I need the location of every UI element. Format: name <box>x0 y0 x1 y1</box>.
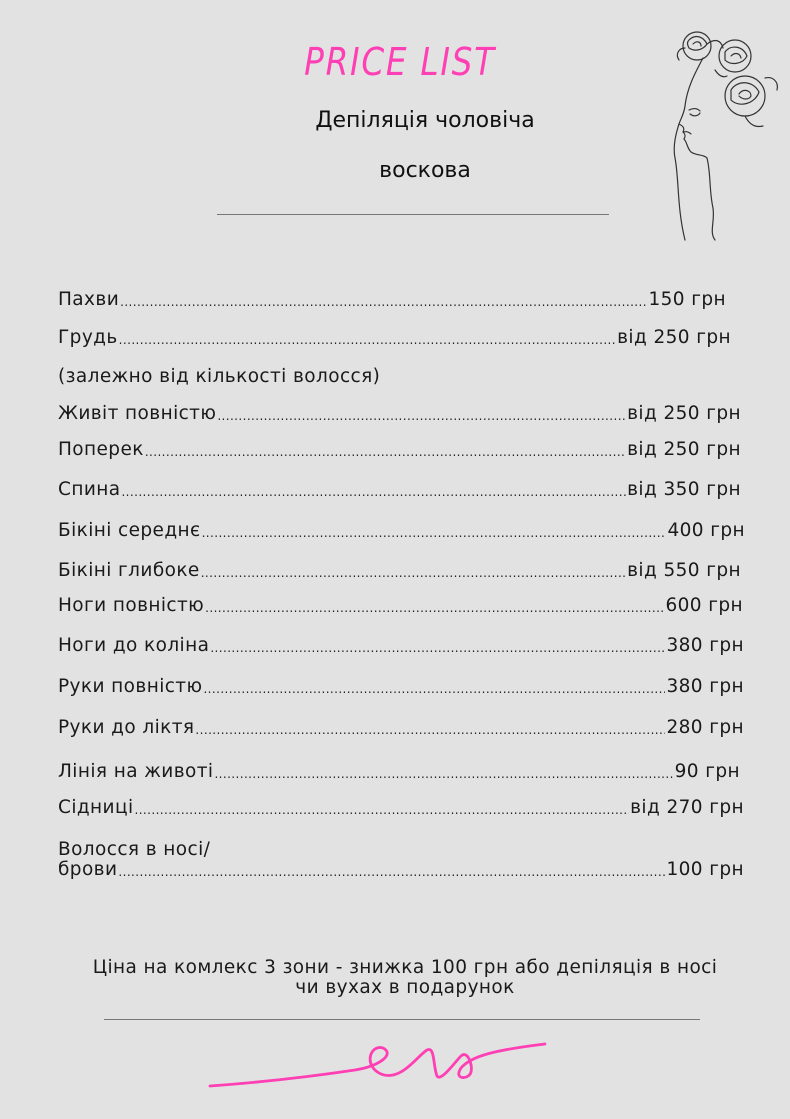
page-title: PRICE LIST <box>304 40 496 84</box>
price-row-arms-elbow <box>58 716 744 740</box>
service-price: 150 грн <box>648 289 726 310</box>
header-divider <box>217 214 609 215</box>
price-row-bikini-medium <box>58 519 745 543</box>
service-name: Пахви <box>58 289 120 310</box>
price-row-armpits <box>58 288 726 312</box>
service-name: Спина <box>58 479 121 500</box>
dot-leader <box>203 679 665 699</box>
service-name: Поперек <box>58 439 144 460</box>
service-name: Ноги до коліна <box>58 635 210 656</box>
service-price: від 550 грн <box>627 560 741 581</box>
service-price: 90 грн <box>674 761 740 782</box>
service-name: Руки до ліктя <box>58 717 195 738</box>
price-row-buttocks <box>58 796 744 820</box>
service-name: Живіт повністю <box>58 403 217 424</box>
dot-leader <box>119 330 616 350</box>
service-name: Бікіні середнє <box>58 520 201 541</box>
service-name: Сідниці <box>58 797 134 818</box>
dot-leader <box>217 406 626 426</box>
service-price: 280 грн <box>666 717 744 738</box>
service-name: Лінія на животі <box>58 761 214 782</box>
dot-leader <box>195 720 665 740</box>
price-row-legs-full <box>58 594 743 618</box>
dot-leader <box>201 563 626 583</box>
service-price: від 250 грн <box>627 439 741 460</box>
pink-swirl-icon <box>205 1036 565 1096</box>
service-price: від 350 грн <box>627 479 741 500</box>
page-subtitle-line2: воскова <box>379 158 471 183</box>
price-note: (залежно від кількості волосся) <box>58 366 381 387</box>
promo-line2: чи вухах в подарунок <box>295 977 515 998</box>
price-row-belly-full <box>58 402 741 426</box>
dot-leader <box>118 862 665 882</box>
dot-leader <box>202 523 667 543</box>
service-name: Руки повністю <box>58 676 203 697</box>
service-price: 100 грн <box>666 859 744 880</box>
service-price: від 250 грн <box>627 403 741 424</box>
price-row-legs-knee <box>58 634 744 658</box>
service-price: від 270 грн <box>630 797 744 818</box>
service-price: 380 грн <box>666 676 744 697</box>
price-row-arms-full <box>58 675 744 699</box>
price-row-belly-line <box>58 760 740 784</box>
dot-leader <box>145 442 626 462</box>
price-row-nose-eyebrows-price <box>58 858 744 882</box>
price-row-chest <box>58 326 731 350</box>
page-subtitle-line1: Депіляція чоловіча <box>315 108 535 133</box>
service-price: від 250 грн <box>617 327 731 348</box>
dot-leader <box>214 764 673 784</box>
dot-leader <box>135 800 630 820</box>
promo-note <box>40 958 770 998</box>
service-name: Ноги повністю <box>58 595 205 616</box>
service-name-line1: Волосся в носі/ <box>58 839 211 860</box>
price-row-bikini-deep <box>58 559 741 583</box>
dot-leader <box>205 598 664 618</box>
service-name: Грудь <box>58 327 118 348</box>
service-price: 600 грн <box>665 595 743 616</box>
dot-leader <box>210 638 665 658</box>
price-row-lower-back <box>58 438 741 462</box>
promo-line1: Ціна на комлекс 3 зони - знижка 100 грн або депіляція в носі <box>92 957 718 978</box>
dot-leader <box>121 482 626 502</box>
service-price: 400 грн <box>667 520 745 541</box>
woman-face-flowers-icon <box>645 18 785 243</box>
dot-leader <box>120 292 647 312</box>
price-row-nose-eyebrows <box>58 840 210 860</box>
price-row-back <box>58 478 741 502</box>
service-name-line2: брови <box>58 859 118 880</box>
footer-divider <box>104 1019 700 1020</box>
service-price: 380 грн <box>666 635 744 656</box>
service-name: Бікіні глибоке <box>58 560 200 581</box>
